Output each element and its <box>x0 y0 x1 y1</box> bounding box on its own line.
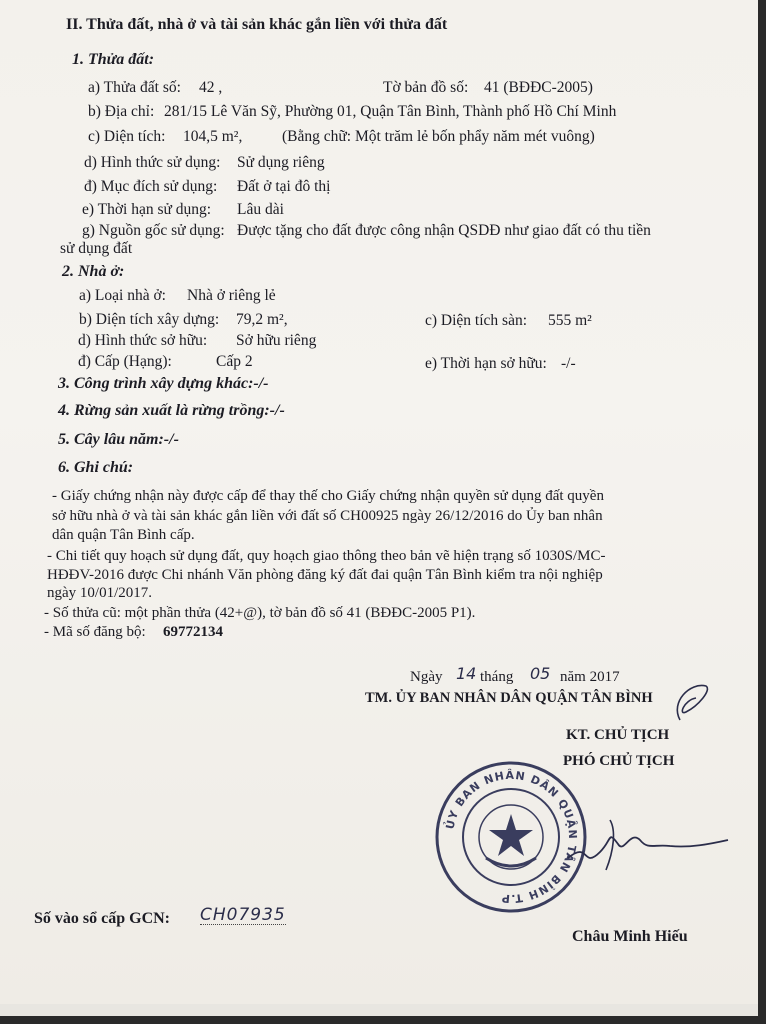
origin-value-cont: sử dụng đất <box>60 240 133 257</box>
house-type-value: Nhà ở riêng lẻ <box>187 287 276 304</box>
ownership-label: d) Hình thức sở hữu: <box>78 332 208 349</box>
own-term-label: e) Thời hạn sở hữu: <box>425 355 547 372</box>
note-line: - Giấy chứng nhận này được cấp để thay thế cho Giấy chứng nhận quyền sử dụng đất quyền <box>52 488 604 504</box>
signature-icon <box>560 800 730 890</box>
signer-role1: KT. CHỦ TỊCH <box>566 727 670 743</box>
date-prefix: Ngày <box>410 669 443 685</box>
origin-value: Được tặng cho đất được công nhận QSDĐ như giao đất có thu tiền <box>237 222 651 239</box>
construction-heading: 3. Công trình xây dựng khác:-/- <box>58 375 269 392</box>
signer-name: Châu Minh Hiếu <box>572 928 688 945</box>
usage-form-value: Sử dụng riêng <box>237 154 325 171</box>
reg-label: - Mã số đăng bộ: <box>44 624 146 640</box>
reg-value: 69772134 <box>163 624 223 640</box>
purpose-value: Đất ở tại đô thị <box>237 178 331 195</box>
built-area-label: b) Diện tích xây dựng: <box>79 311 220 328</box>
date-year: năm 2017 <box>560 669 620 685</box>
address-value: 281/15 Lê Văn Sỹ, Phường 01, Quận Tân Bình, Thành phố Hồ Chí Minh <box>164 103 617 120</box>
area-label: c) Diện tích: <box>88 128 166 145</box>
signer-org: TM. ỦY BAN NHÂN DÂN QUẬN TÂN BÌNH <box>365 690 653 706</box>
section-title: II. Thửa đất, nhà ở và tài sản khác gắn liền với thửa đất <box>66 16 448 33</box>
term-value: Lâu dài <box>237 201 284 218</box>
note-line: HĐĐV-2016 được Chi nhánh Văn phòng đăng ký đất đai quận Tân Bình kiểm tra nội nghiệp <box>47 567 603 583</box>
note-line: - Chi tiết quy hoạch sử dụng đất, quy hoạch giao thông theo bản vẽ hiện trạng số 1030S/MC- <box>47 548 606 564</box>
book-label: Số vào sổ cấp GCN: <box>34 910 171 927</box>
purpose-label: đ) Mục đích sử dụng: <box>84 178 218 195</box>
note-line: dân quận Tân Bình cấp. <box>52 527 195 543</box>
floor-area-label: c) Diện tích sàn: <box>425 312 528 329</box>
ownership-value: Sở hữu riêng <box>236 332 317 349</box>
initial-mark-icon <box>640 672 720 732</box>
signer-role2: PHÓ CHỦ TỊCH <box>563 753 675 769</box>
date-day: 14 <box>456 664 477 683</box>
grade-value: Cấp 2 <box>216 353 253 370</box>
area-value: 104,5 m², <box>183 128 243 145</box>
note-line: ngày 10/01/2017. <box>47 585 152 601</box>
svg-text:ỦY BAN NHÂN DÂN QUẬN TÂN BÌNH: ỦY BAN NHÂN DÂN QUẬN TÂN BÌNH T.P <box>443 768 580 906</box>
parcel-label: a) Thửa đất số: <box>88 79 181 96</box>
house-heading: 2. Nhà ở: <box>62 263 125 280</box>
origin-label: g) Nguồn gốc sử dụng: <box>82 222 225 239</box>
perennial-heading: 5. Cây lâu năm:-/- <box>58 431 179 448</box>
forest-heading: 4. Rừng sản xuất là rừng trồng:-/- <box>58 402 285 419</box>
land-heading: 1. Thửa đất: <box>72 51 155 68</box>
grade-label: đ) Cấp (Hạng): <box>78 353 172 370</box>
date-month: 05 <box>530 664 551 683</box>
area-words: (Bằng chữ: Một trăm lẻ bốn phẩy năm mét vuông) <box>282 128 595 145</box>
floor-area-value: 555 m² <box>548 312 592 329</box>
notes-heading: 6. Ghi chú: <box>58 459 134 476</box>
map-label: Tờ bản đồ số: <box>383 79 469 96</box>
parcel-value: 42 , <box>199 79 223 96</box>
house-type-label: a) Loại nhà ở: <box>79 287 166 304</box>
usage-form-label: d) Hình thức sử dụng: <box>84 154 221 171</box>
note-line: sở hữu nhà ở và tài sản khác gắn liền với đất số CH00925 ngày 26/12/2016 do Ủy ban nhân <box>52 508 603 524</box>
date-month-label: tháng <box>480 669 514 685</box>
own-term-value: -/- <box>561 355 576 372</box>
built-area-value: 79,2 m², <box>236 311 288 328</box>
address-label: b) Địa chỉ: <box>88 103 155 120</box>
term-label: e) Thời hạn sử dụng: <box>82 201 212 218</box>
book-value: CH07935 <box>200 905 286 925</box>
map-value: 41 (BĐĐC-2005) <box>484 79 593 96</box>
note-line: - Số thửa cũ: một phần thửa (42+@), tờ bản đồ số 41 (BĐĐC-2005 P1). <box>44 605 476 621</box>
